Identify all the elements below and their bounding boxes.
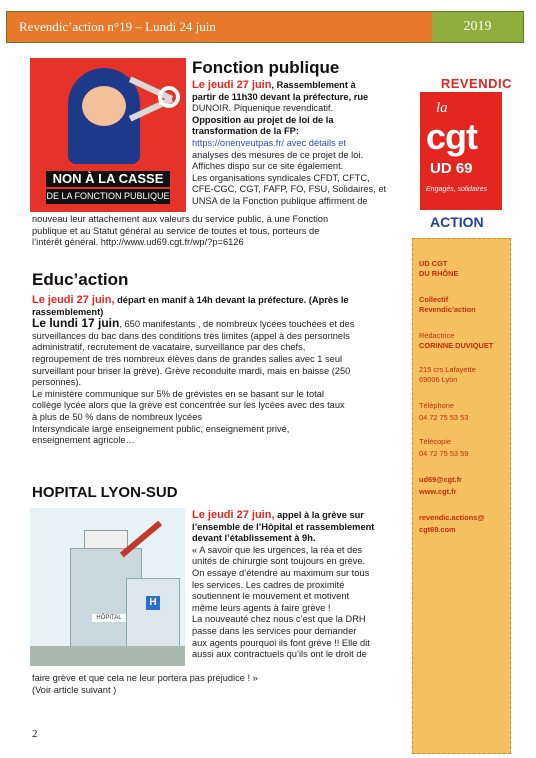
sidebar-line: 04 72 75 53 59: [419, 449, 469, 458]
hospital-annex: [126, 578, 180, 650]
hospital-h-icon: H: [146, 596, 160, 610]
page-header: [6, 11, 524, 43]
action-heading: ACTION: [430, 214, 484, 230]
article3-line-6: les services. Les cadres de proximité: [192, 579, 345, 590]
article1-line-0: , Rassemblement à: [271, 80, 356, 90]
article1-line-11: nouveau leur attachement aux valeurs du service public, à une Fonction: [32, 214, 329, 224]
article2-line-8: à plus de 50 % dans de nombreux lycées: [32, 411, 203, 422]
article3-line-8: même leurs agents à faire grève !: [192, 602, 331, 613]
sidebar-line: Revendic’action: [419, 305, 476, 314]
hospital-sign: HÔPITAL: [92, 614, 126, 622]
article3-date: Le jeudi 27 juin,: [192, 509, 275, 521]
revendic-heading: REVENDIC: [440, 76, 512, 91]
fonction-publique-poster: [30, 58, 186, 212]
article3-line-2: devant l’établissement à 9h.: [192, 533, 316, 544]
scissors-ring: [158, 86, 180, 108]
poster-banner-2: DE LA FONCTION PUBLIQUE: [46, 189, 170, 204]
article3-body: [192, 510, 406, 661]
article1-link-line[interactable]: https://onenveutpas.fr/ avec détails et: [192, 137, 347, 148]
sidebar-line: CORINNE DUVIQUET: [419, 341, 494, 350]
article2-line-7: collège lycée alors que la grève est concentrée sur les lycées avec des taux: [32, 400, 345, 411]
sidebar-line: 69006 Lyon: [419, 375, 458, 384]
newsletter-title: Revendic’action n°19 – Lundi 24 juin: [19, 19, 216, 34]
article3-line-14: (Voir article suivant ): [32, 684, 117, 695]
sidebar-line: Téléphone: [419, 401, 454, 410]
hospital-illustration: [30, 508, 185, 666]
page-number: 2: [32, 728, 38, 740]
sidebar-info: [412, 238, 511, 754]
article3-line-13: faire grève et que cela ne leur portera pas préjudice ! »: [32, 673, 258, 683]
article1-body: [192, 80, 402, 208]
article3-line-4: unités de chirurgie sont toujours en grève.: [192, 556, 366, 567]
article2-line-2: administratif, recrutement de vacataire, surveillance par des chefs,: [32, 342, 306, 353]
sidebar-line: 215 crs Lafayette: [419, 365, 476, 374]
article1-line-10: UNSA de la Fonction publique affirment de: [192, 195, 368, 206]
sidebar-line: Rédactrice: [419, 331, 455, 340]
article2-title: Educ’action: [32, 270, 129, 289]
article1-line-1: partir de 11h30 devant la préfecture, rue: [192, 91, 369, 102]
article2-date: Le jeudi 27 juin,: [32, 294, 115, 306]
sidebar-email-2[interactable]: revendic.actions@: [419, 513, 485, 522]
sidebar-line: 04 72 75 53 53: [419, 413, 469, 422]
sidebar-website[interactable]: www.cgt.fr: [419, 487, 457, 496]
hospital-ground: [30, 646, 185, 666]
sidebar-email[interactable]: ud69@cgt.fr: [419, 475, 462, 484]
article1-line-12: publique et au Statut général au service de toutes et tous, porteurs de: [32, 225, 320, 236]
article1-line-8: Les organisations syndicales CFDT, CFTC,: [192, 172, 370, 183]
article3-line-1: l’ensemble de l’Hôpital et rassemblement: [192, 521, 375, 532]
article3-line-3: « A savoir que les urgences, la réa et des: [192, 544, 363, 555]
article3-title: HOPITAL LYON-SUD: [32, 484, 178, 501]
logo-tagline: Engagés, solidaires: [426, 186, 488, 193]
poster-banner-1: NON À LA CASSE: [46, 171, 170, 187]
sidebar-line: DU RHÔNE: [419, 269, 459, 278]
article1-body-wide: [32, 214, 404, 249]
article1-line-3: Opposition au projet de loi de la: [192, 114, 334, 125]
article3-line-5: On essaye d’étendre au maximum sur tous: [192, 567, 370, 578]
logo-la: la: [436, 100, 448, 116]
article3-line-9: La nouveauté chez nous c’est que la DRH: [192, 614, 366, 625]
article3-line-7: soutiennent le mouvement et motivent: [192, 591, 350, 602]
article2-line-3: regroupement de très nombreux élèves dans de grandes salles avec 1 seul: [32, 353, 343, 364]
sidebar-line: Télécopie: [419, 437, 452, 446]
article1-line-4: transformation de la FP:: [192, 126, 299, 137]
article2-line-5: personnes).: [32, 377, 82, 388]
article3-body-wide: [32, 673, 404, 696]
logo-ud: UD 69: [430, 160, 473, 177]
article1-line-2: DUNOIR. Piquenique revendicatif.: [192, 103, 334, 114]
article2-date2: Le lundi 17 juin: [32, 316, 120, 331]
sidebar-line: Collectif: [419, 295, 449, 304]
article2-line-10: enseignement agricole…: [32, 435, 135, 446]
sidebar-line: UD CGT: [419, 259, 448, 268]
cgt-logo: [420, 92, 502, 210]
article1-line-7: Affiches dispo sur ce site également.: [192, 161, 344, 172]
article3-line-11: aux agents pourquoi ils font grève !! Elle dit: [192, 637, 370, 648]
article3-line-12: aussi aux contractuels qu’ils ont le droit de: [192, 649, 367, 660]
article1-date: Le jeudi 27 juin: [192, 79, 272, 91]
article2-line-6: Le ministère communique sur 5% de grévistes en se basant sur le total: [32, 388, 324, 399]
poster-face: [82, 86, 126, 126]
article2-line-4: surveillant pour briser la grève). Grève reconduite mardi, mais en baisse (250: [32, 365, 351, 376]
year-badge: 2019: [432, 12, 523, 42]
logo-cgt: cgt: [426, 116, 477, 157]
article2-body: [32, 295, 404, 447]
article3-line-10: passe dans les services pour demander: [192, 625, 357, 636]
article2-lead: départ en manif à 14h devant la préfecture. (Après le: [114, 295, 349, 305]
article2-line-9: Intersyndicale large enseignement public, enseignement privé,: [32, 423, 290, 434]
article1-line-13: l’intérêt général. http://www.ud69.cgt.fr/wp/?p=6126: [32, 237, 244, 248]
article3-line-0: appel à la grève sur: [274, 510, 364, 520]
sidebar-email-2-domain[interactable]: cgt69.com: [419, 525, 456, 534]
article1-title: Fonction publique: [192, 58, 340, 77]
article2-line-0: , 650 manifestants , de nombreux lycées touchées et des: [119, 319, 355, 330]
cgt-logo-block: [402, 72, 512, 232]
article1-line-9: CFE-CGC, CGT, FAFP, FO, FSU, Solidaires, et: [192, 184, 387, 195]
article2-line-1: surveillances du bac dans des conditions très limites (appel à des personnels: [32, 330, 350, 341]
article1-line-6: analyses des mesures de ce projet de loi.: [192, 149, 364, 160]
article2-lead2: rassemblement): [32, 306, 104, 317]
